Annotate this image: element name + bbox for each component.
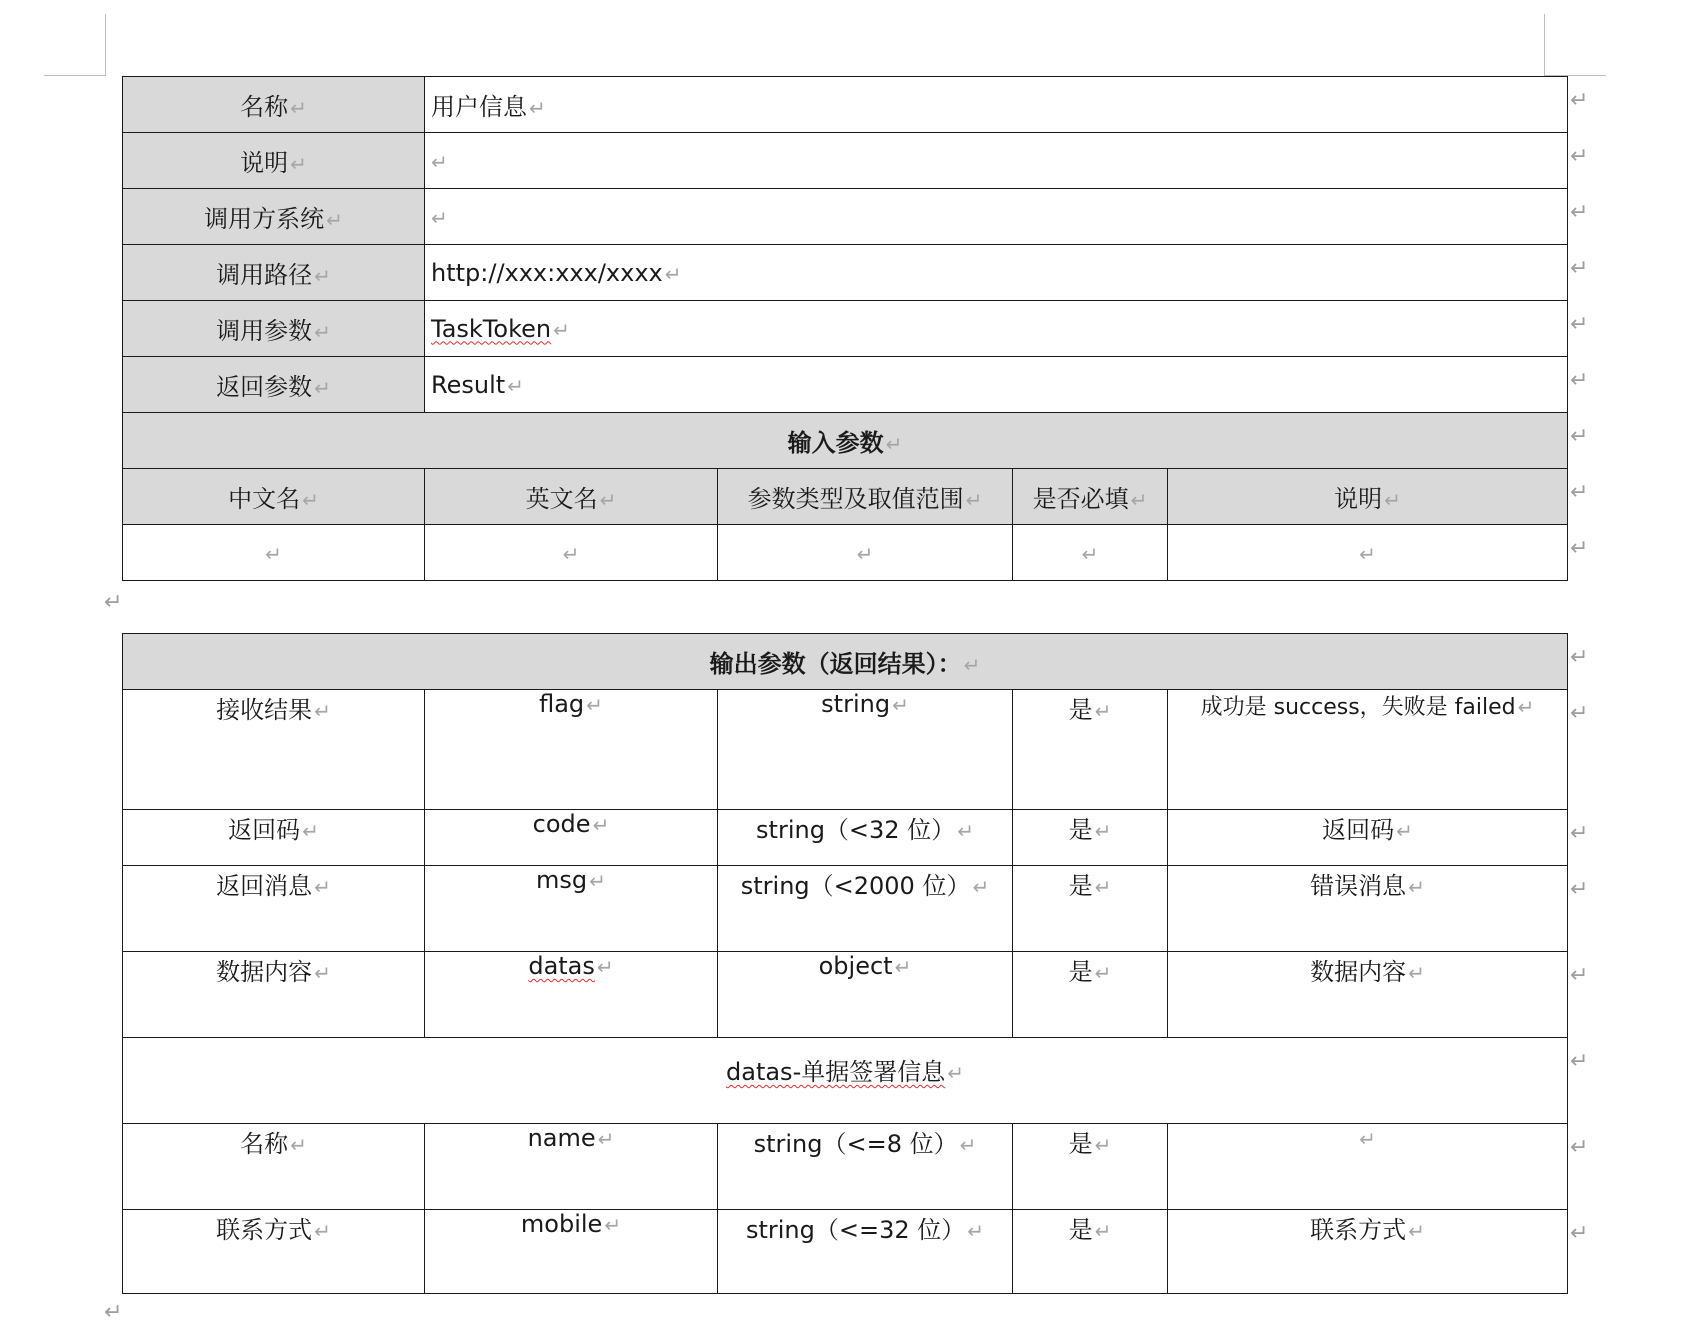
row-end-mark: ↵ xyxy=(1570,1135,1589,1160)
output-cell-cn[interactable]: 接收结果 ↵ xyxy=(123,690,425,810)
output-cell-en[interactable]: mobile ↵ xyxy=(425,1210,718,1294)
output-cell-desc[interactable]: 返回码 ↵ xyxy=(1168,810,1568,866)
row-end-mark: ↵ xyxy=(1570,144,1589,169)
output-cell-desc[interactable]: 错误消息 ↵ xyxy=(1168,866,1568,952)
table-row xyxy=(123,413,1568,469)
table-row xyxy=(123,1210,1568,1294)
col-header-required: 是否必填 ↵ xyxy=(1013,469,1168,525)
table-row xyxy=(123,952,1568,1038)
output-cell-cn[interactable]: 数据内容 ↵ xyxy=(123,952,425,1038)
input-cell-desc[interactable]: ↵ xyxy=(1168,525,1568,581)
output-cell-en[interactable]: name ↵ xyxy=(425,1124,718,1210)
row-end-mark: ↵ xyxy=(1570,821,1589,846)
table-row xyxy=(123,810,1568,866)
input-cell-type[interactable]: ↵ xyxy=(718,525,1013,581)
row-end-mark: ↵ xyxy=(1570,536,1589,561)
col-header-type: 参数类型及取值范围 ↵ xyxy=(718,469,1013,525)
desc-value-cell[interactable]: ↵ xyxy=(425,133,1568,189)
output-cell-cn[interactable]: 返回消息 ↵ xyxy=(123,866,425,952)
output-cell-required[interactable]: 是 ↵ xyxy=(1013,866,1168,952)
output-params-title: 输出参数（返回结果）： ↵ xyxy=(123,634,1568,690)
output-cell-en[interactable]: datas ↵ xyxy=(425,952,718,1038)
table-row xyxy=(123,189,1568,245)
output-cell-desc[interactable]: ↵ xyxy=(1168,1124,1568,1210)
output-cell-desc[interactable]: 联系方式 ↵ xyxy=(1168,1210,1568,1294)
interface-info-table xyxy=(122,76,1568,581)
return-value-cell[interactable]: Result ↵ xyxy=(425,357,1568,413)
output-cell-type[interactable]: object ↵ xyxy=(718,952,1013,1038)
row-end-mark: ↵ xyxy=(1570,1221,1589,1246)
table-row xyxy=(123,469,1568,525)
row-end-mark: ↵ xyxy=(1570,877,1589,902)
caller-value-cell[interactable]: ↵ xyxy=(425,189,1568,245)
datas-subsection-title: datas-单据签署信息 ↵ xyxy=(123,1038,1568,1124)
path-value-cell[interactable]: http://xxx:xxx/xxxx ↵ xyxy=(425,245,1568,301)
row-end-mark: ↵ xyxy=(1570,368,1589,393)
col-header-en-name: 英文名 ↵ xyxy=(425,469,718,525)
output-cell-en[interactable]: code ↵ xyxy=(425,810,718,866)
output-cell-type[interactable]: string ↵ xyxy=(718,690,1013,810)
row-end-mark: ↵ xyxy=(1570,312,1589,337)
row-end-mark: ↵ xyxy=(1570,256,1589,281)
table-row xyxy=(123,357,1568,413)
output-cell-desc[interactable]: 成功是 success，失败是 failed ↵ xyxy=(1168,690,1568,810)
row-end-mark: ↵ xyxy=(1570,424,1589,449)
name-value-cell[interactable]: 用户信息 ↵ xyxy=(425,77,1568,133)
path-label-cell: 调用路径 ↵ xyxy=(123,245,425,301)
row-end-mark: ↵ xyxy=(1570,480,1589,505)
output-cell-type[interactable]: string（<=32 位） ↵ xyxy=(718,1210,1013,1294)
page-corner-mark-left xyxy=(44,14,106,76)
table-row xyxy=(123,634,1568,690)
name-label-cell: 名称 ↵ xyxy=(123,77,425,133)
output-cell-required[interactable]: 是 ↵ xyxy=(1013,810,1168,866)
table-row xyxy=(123,1124,1568,1210)
row-end-mark: ↵ xyxy=(1570,701,1589,726)
input-cell-required[interactable]: ↵ xyxy=(1013,525,1168,581)
output-cell-desc[interactable]: 数据内容 ↵ xyxy=(1168,952,1568,1038)
output-cell-type[interactable]: string（<2000 位） ↵ xyxy=(718,866,1013,952)
table-row xyxy=(123,133,1568,189)
paragraph-mark: ↵ xyxy=(104,1300,123,1325)
input-cell-cn[interactable]: ↵ xyxy=(123,525,425,581)
table-row xyxy=(123,77,1568,133)
output-cell-type[interactable]: string（<=8 位） ↵ xyxy=(718,1124,1013,1210)
output-cell-cn[interactable]: 名称 ↵ xyxy=(123,1124,425,1210)
table-row xyxy=(123,245,1568,301)
output-cell-en[interactable]: flag ↵ xyxy=(425,690,718,810)
params-value-cell[interactable]: TaskToken ↵ xyxy=(425,301,1568,357)
datas-subsection-text: datas-单据签署信息 xyxy=(726,1058,946,1086)
row-end-mark: ↵ xyxy=(1570,645,1589,670)
row-end-mark: ↵ xyxy=(1570,200,1589,225)
col-header-cn-name: 中文名 ↵ xyxy=(123,469,425,525)
output-cell-required[interactable]: 是 ↵ xyxy=(1013,690,1168,810)
paragraph-mark: ↵ xyxy=(104,590,123,615)
table-row xyxy=(123,525,1568,581)
caller-label-cell: 调用方系统 ↵ xyxy=(123,189,425,245)
input-cell-en[interactable]: ↵ xyxy=(425,525,718,581)
output-cell-en[interactable]: msg ↵ xyxy=(425,866,718,952)
desc-label-cell: 说明 ↵ xyxy=(123,133,425,189)
output-cell-cn[interactable]: 返回码 ↵ xyxy=(123,810,425,866)
return-label-cell: 返回参数 ↵ xyxy=(123,357,425,413)
output-params-table xyxy=(122,633,1568,1294)
table-row xyxy=(123,866,1568,952)
table-row xyxy=(123,690,1568,810)
input-params-title: 输入参数 ↵ xyxy=(123,413,1568,469)
output-cell-cn[interactable]: 联系方式 ↵ xyxy=(123,1210,425,1294)
row-end-mark: ↵ xyxy=(1570,88,1589,113)
row-end-mark: ↵ xyxy=(1570,963,1589,988)
output-cell-type[interactable]: string（<32 位） ↵ xyxy=(718,810,1013,866)
page-corner-mark-right xyxy=(1544,14,1606,76)
row-end-mark: ↵ xyxy=(1570,1049,1589,1074)
params-label-cell: 调用参数 ↵ xyxy=(123,301,425,357)
output-cell-required[interactable]: 是 ↵ xyxy=(1013,1210,1168,1294)
output-cell-required[interactable]: 是 ↵ xyxy=(1013,952,1168,1038)
table-row xyxy=(123,301,1568,357)
output-cell-required[interactable]: 是 ↵ xyxy=(1013,1124,1168,1210)
col-header-desc: 说明 ↵ xyxy=(1168,469,1568,525)
table-row xyxy=(123,1038,1568,1124)
